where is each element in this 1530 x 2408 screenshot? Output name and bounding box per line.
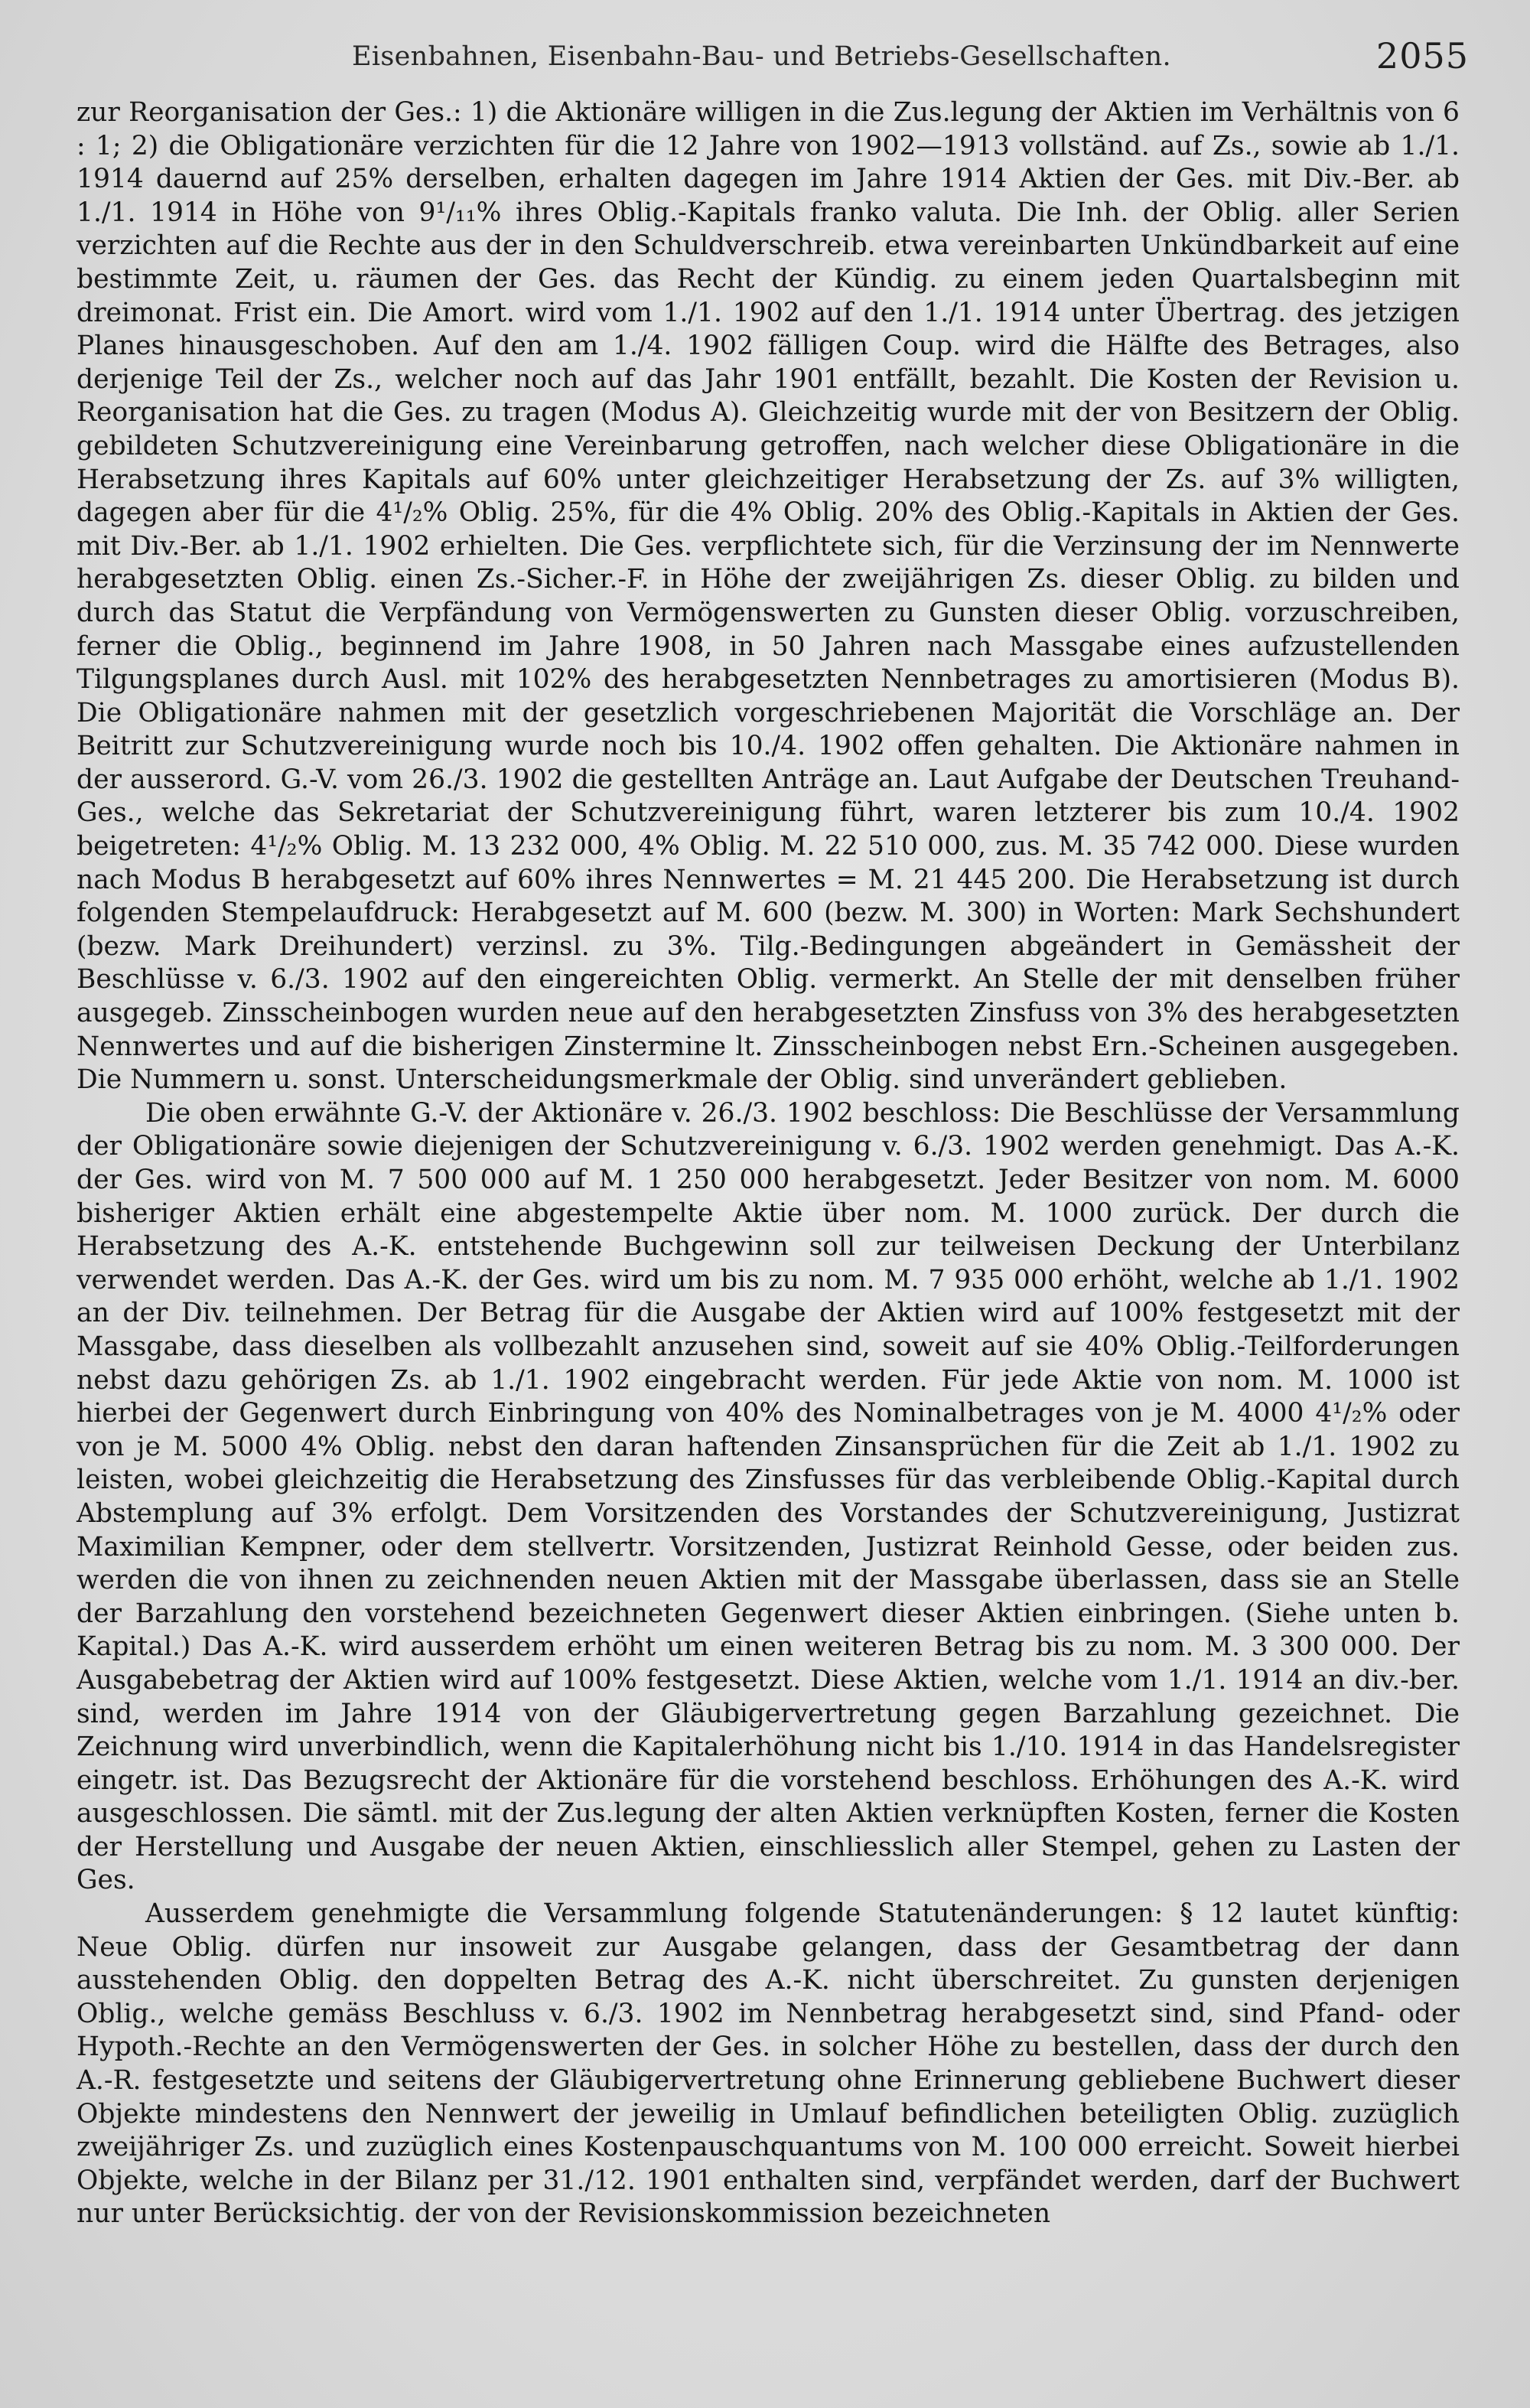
running-head: Eisenbahnen, Eisenbahn-Bau- und Betriebs-Gesellschaften.: [352, 41, 1171, 72]
page-header: [73, 35, 1469, 81]
paragraph-reorganisation: zur Reorganisation der Ges.: 1) die Aktionäre willigen in die Zus.legung der Aktien im Verhältnis von 6 : 1; 2) die Obligationäre verzichten für die 12 Jahre von 1902—1913 vollständ. auf Zs., sowie ab 1./1. 1914 dauernd auf 25% derselben, erhalten dagegen im Jahre 1914 Aktien der Ges. mit Div.-Ber. ab 1./1. 1914 in Höhe von 9¹/₁₁% ihres Oblig.-Kapitals franko valuta. Die Inh. der Oblig. aller Serien verzichten auf die Rechte aus der in den Schuldverschreib. etwa vereinbarten Unkündbarkeit auf eine bestimmte Zeit, u. räumen der Ges. das Recht der Kündig. zu einem jeden Quartalsbeginn mit dreimonat. Frist ein. Die Amort. wird vom 1./1. 1902 auf den 1./1. 1914 unter Übertrag. des jetzigen Planes hinausgeschoben. Auf den am 1./4. 1902 fälligen Coup. wird die Hälfte des Betrages, also derjenige Teil der Zs., welcher noch auf das Jahr 1901 entfällt, bezahlt. Die Kosten der Revision u. Reorganisation hat die Ges. zu tragen (Modus A). Gleichzeitig wurde mit der von Besitzern der Oblig. gebildeten Schutzvereinigung eine Vereinbarung getroffen, nach welcher diese Obligationäre in die Herabsetzung ihres Kapitals auf 60% unter gleichzeitiger Herabsetzung der Zs. auf 3% willigten, dagegen aber für die 4¹/₂% Oblig. 25%, für die 4% Oblig. 20% des Oblig.-Kapitals in Aktien der Ges. mit Div.-Ber. ab 1./1. 1902 erhielten. Die Ges. verpflichtete sich, für die Verzinsung der im Nennwerte herabgesetzten Oblig. einen Zs.-Sicher.-F. in Höhe der zweijährigen Zs. dieser Oblig. zu bilden und durch das Statut die Verpfändung von Vermögenswerten zu Gunsten dieser Oblig. vorzuschreiben, ferner die Oblig., beginnend im Jahre 1908, in 50 Jahren nach Massgabe eines aufzustellenden Tilgungsplanes durch Ausl. mit 102% des herabgesetzten Nennbetrages zu amortisieren (Modus B). Die Obligationäre nahmen mit der gesetzlich vorgeschriebenen Majorität die Vorschläge an. Der Beitritt zur Schutzvereinigung wurde noch bis 10./4. 1902 offen gehalten. Die Aktionäre nahmen in der ausserord. G.-V. vom 26./3. 1902 die gestellten Anträge an. Laut Aufgabe der Deutschen Treuhand-Ges., welche das Sekretariat der Schutzvereinigung führt, waren letzterer bis zum 10./4. 1902 beigetreten: 4¹/₂% Oblig. M. 13 232 000, 4% Oblig. M. 22 510 000, zus. M. 35 742 000. Diese wurden nach Modus B herabgesetzt auf 60% ihres Nennwertes = M. 21 445 200. Die Herabsetzung ist durch folgenden Stempelaufdruck: Herabgesetzt auf M. 600 (bezw. M. 300) in Worten: Mark Sechshundert (bezw. Mark Dreihundert) verzinsl. zu 3%. Tilg.-Bedingungen abgeändert in Gemässheit der Beschlüsse v. 6./3. 1902 auf den eingereichten Oblig. vermerkt. An Stelle der mit denselben früher ausgegeb. Zinsscheinbogen wurden neue auf den herabgesetzten Zinsfuss von 3% des herabgesetzten Nennwertes und auf die bisherigen Zinstermine lt. Zinsscheinbogen nebst Ern.-Scheinen ausgegeben. Die Nummern u. sonst. Unterscheidungsmerkmale der Oblig. sind unverändert geblieben.: [76, 97, 1460, 1096]
body-text: [76, 96, 1460, 2231]
page-number: 2055: [1375, 35, 1469, 77]
paragraph-gv-resolution: Die oben erwähnte G.-V. der Aktionäre v. 26./3. 1902 beschloss: Die Beschlüsse der Versammlung der Obligationäre sowie diejenigen der Schutzvereinigung v. 6./3. 1902 werden genehmigt. Das A.-K. der Ges. wird von M. 7 500 000 auf M. 1 250 000 herabgesetzt. Jeder Besitzer von nom. M. 6000 bisheriger Aktien erhält eine abgestempelte Aktie über nom. M. 1000 zurück. Der durch die Herabsetzung des A.-K. entstehende Buchgewinn soll zur teilweisen Deckung der Unterbilanz verwendet werden. Das A.-K. der Ges. wird um bis zu nom. M. 7 935 000 erhöht, welche ab 1./1. 1902 an der Div. teilnehmen. Der Betrag für die Ausgabe der Aktien wird auf 100% festgesetzt mit der Massgabe, dass dieselben als vollbezahlt anzusehen sind, soweit auf sie 40% Oblig.-Teilforderungen nebst dazu gehörigen Zs. ab 1./1. 1902 eingebracht werden. Für jede Aktie von nom. M. 1000 ist hierbei der Gegenwert durch Einbringung von 40% des Nominalbetrages von je M. 4000 4¹/₂% oder von je M. 5000 4% Oblig. nebst den daran haftenden Zinsansprüchen für die Zeit ab 1./1. 1902 zu leisten, wobei gleichzeitig die Herabsetzung des Zinsfusses für das verbleibende Oblig.-Kapital durch Abstemplung auf 3% erfolgt. Dem Vorsitzenden des Vorstandes der Schutzvereinigung, Justizrat Maximilian Kempner, oder dem stellvertr. Vorsitzenden, Justizrat Reinhold Gesse, oder beiden zus. werden die von ihnen zu zeichnenden neuen Aktien mit der Massgabe überlassen, dass sie an Stelle der Barzahlung den vorstehend bezeichneten Gegenwert dieser Aktien einbringen. (Siehe unten b. Kapital.) Das A.-K. wird ausserdem erhöht um einen weiteren Betrag bis zu nom. M. 3 300 000. Der Ausgabebetrag der Aktien wird auf 100% festgesetzt. Diese Aktien, welche vom 1./1. 1914 an div.-ber. sind, werden im Jahre 1914 von der Gläubigervertretung gegen Barzahlung gezeichnet. Die Zeichnung wird unverbindlich, wenn die Kapitalerhöhung nicht bis 1./10. 1914 in das Handelsregister eingetr. ist. Das Bezugsrecht der Aktionäre für die vorstehend beschloss. Erhöhungen des A.-K. wird ausgeschlossen. Die sämtl. mit der Zus.legung der alten Aktien verknüpften Kosten, ferner die Kosten der Herstellung und Ausgabe der neuen Aktien, einschliesslich aller Stempel, gehen zu Lasten der Ges.: [76, 1097, 1460, 1896]
paragraph-statute-changes: Ausserdem genehmigte die Versammlung folgende Statutenänderungen: § 12 lautet künftig: Neue Oblig. dürfen nur insoweit zur Ausgabe gelangen, dass der Gesamtbetrag der dann ausstehenden Oblig. den doppelten Betrag des A.-K. nicht überschreitet. Zu gunsten derjenigen Oblig., welche gemäss Beschluss v. 6./3. 1902 im Nennbetrag herabgesetzt sind, sind Pfand- oder Hypoth.-Rechte an den Vermögenswerten der Ges. in solcher Höhe zu bestellen, dass der durch den A.-R. festgesetzte und seitens der Gläubigervertretung ohne Erinnerung gebliebene Buchwert dieser Objekte mindestens den Nennwert der jeweilig in Umlauf befindlichen beteiligten Oblig. zuzüglich zweijähriger Zs. und zuzüglich eines Kostenpauschquantums von M. 100 000 erreicht. Soweit hierbei Objekte, welche in der Bilanz per 31./12. 1901 enthalten sind, verpfändet werden, darf der Buchwert nur unter Berücksichtig. der von der Revisionskommission bezeichneten: [76, 1898, 1460, 2230]
